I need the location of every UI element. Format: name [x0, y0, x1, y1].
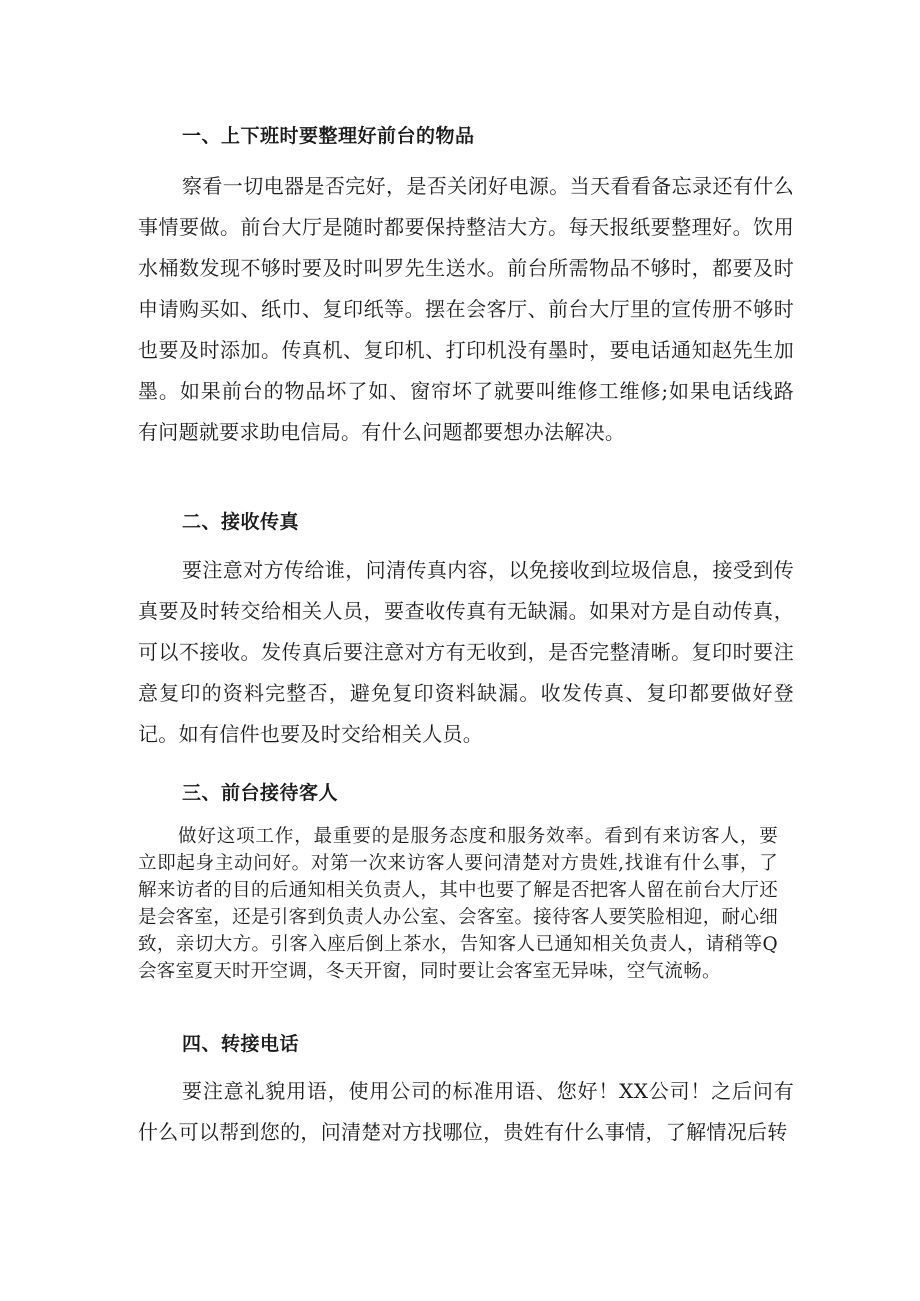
section-3-heading: 三、前台接待客人: [182, 782, 339, 804]
section-4-heading: 四、转接电话: [182, 1033, 300, 1055]
section-1-paragraph: 察看一切电器是否完好，是否关闭好电源。当天看看备忘录还有什么事情要做。前台大厅是随时都要保持整洁大方。每天报纸要整理好。饮用水桶数发现不够时要及时叫罗先生送水。前台所需物品不够时，都要及时申请购买如、纸巾、复印纸等。摆在会客厅、前台大厅里的宣传册不够时也要及时添加。传真机、复印机、打印机没有墨时，要电话通知赵先生加墨。如果前台的物品坏了如、窗帘坏了就要叫维修工维修;如果电话线路有问题就要求助电信局。有什么问题都要想办法解决。: [138, 174, 794, 444]
section-1-heading: 一、上下班时要整理好前台的物品: [182, 125, 475, 147]
section-4-paragraph: 要注意礼貌用语，使用公司的标准用语、您好！XX公司！之后问有什么可以帮到您的，问清楚对方找哪位，贵姓有什么事情，了解情况后转: [138, 1079, 794, 1144]
section-2-heading: 二、接收传真: [182, 511, 300, 533]
section-3-paragraph: 做好这项工作，最重要的是服务态度和服务效率。看到有来访客人，要立即起身主动问好。对第一次来访客人要问清楚对方贵姓,找谁有什么事，了解来访者的目的后通知相关负责人，其中也要了解是否把客人留在前台大厅还是会客室，还是引客到负责人办公室、会客室。接待客人要笑脸相迎，耐心细致，亲切大方。引客入座后倒上茶水，告知客人已通知相关负责人，请稍等Q会客室夏天时开空调，冬天开窗，同时要让会客室无异味，空气流畅。: [138, 826, 778, 982]
section-2-paragraph: 要注意对方传给谁，问清传真内容，以免接收到垃圾信息，接受到传真要及时转交给相关人员，要查收传真有无缺漏。如果对方是自动传真，可以不接收。发传真后要注意对方有无收到，是否完整清晰。复印时要注意复印的资料完整否，避免复印资料缺漏。收发传真、复印都要做好登记。如有信件也要及时交给相关人员。: [138, 558, 794, 746]
